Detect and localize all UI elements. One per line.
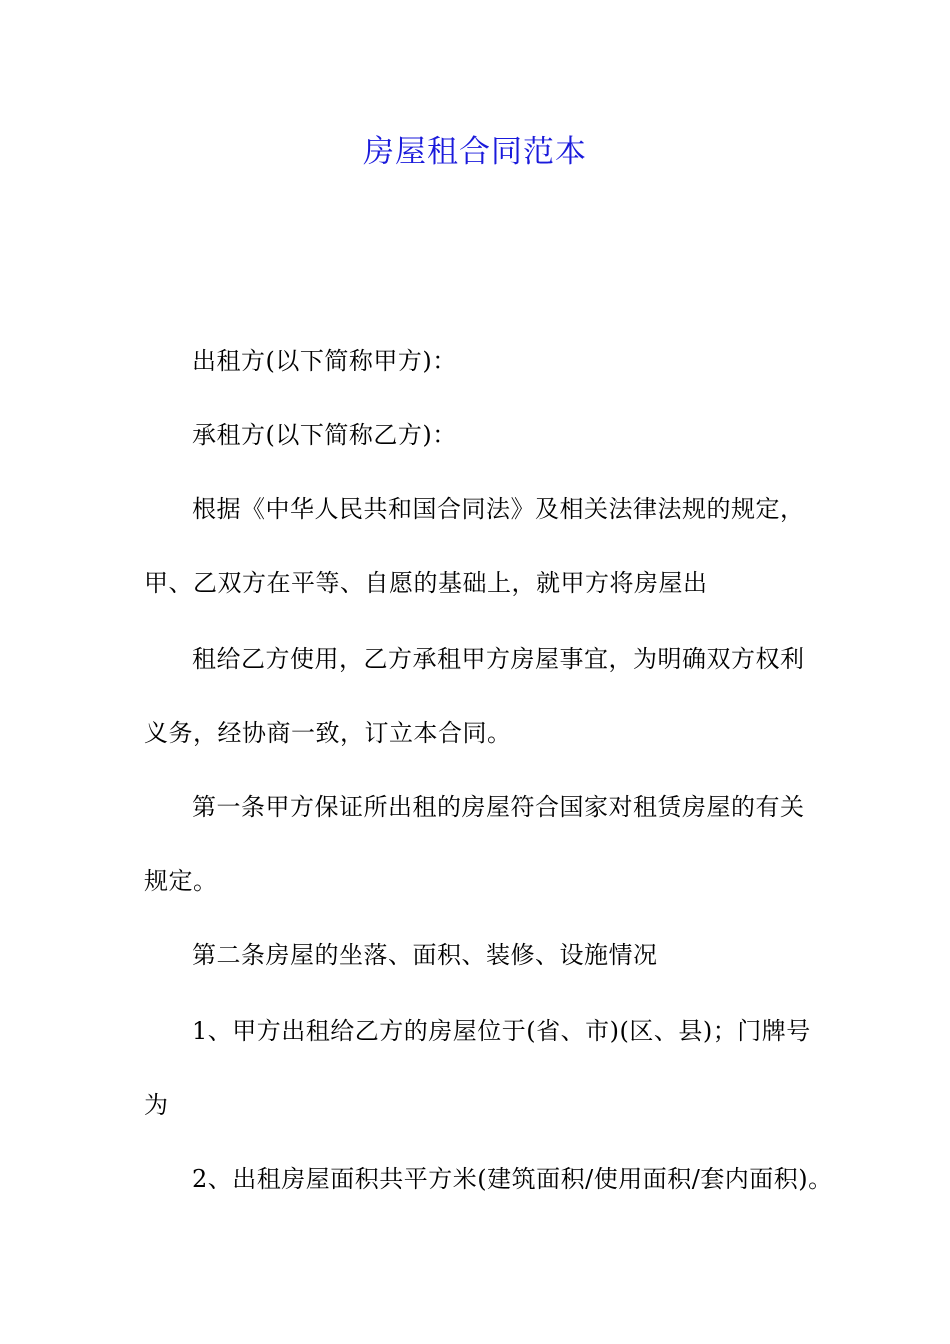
article-2-item-1-line-1: 1、甲方出租给乙方的房屋位于(省、市)(区、县)；门牌号 (192, 1017, 811, 1045)
lessee-line: 承租方(以下简称乙方)： (192, 421, 457, 449)
article-2-item-2: 2、出租房屋面积共平方米(建筑面积/使用面积/套内面积)。 (192, 1165, 833, 1193)
article-2-heading: 第二条房屋的坐落、面积、装修、设施情况 (192, 941, 658, 969)
preamble-line-3: 租给乙方使用，乙方承租甲方房屋事宜，为明确双方权利 (192, 645, 805, 673)
lessor-line: 出租方(以下简称甲方)： (192, 347, 457, 375)
preamble-line-4: 义务，经协商一致，订立本合同。 (144, 719, 512, 747)
article-1-line-1: 第一条甲方保证所出租的房屋符合国家对租赁房屋的有关 (192, 793, 805, 821)
document-title: 房屋租合同范本 (363, 134, 587, 170)
preamble-line-2: 甲、乙双方在平等、自愿的基础上，就甲方将房屋出 (144, 569, 708, 597)
preamble-line-1: 根据《中华人民共和国合同法》及相关法律法规的规定， (192, 495, 805, 523)
article-1-line-2: 规定。 (144, 867, 218, 895)
article-2-item-1-line-2: 为 (144, 1091, 169, 1119)
